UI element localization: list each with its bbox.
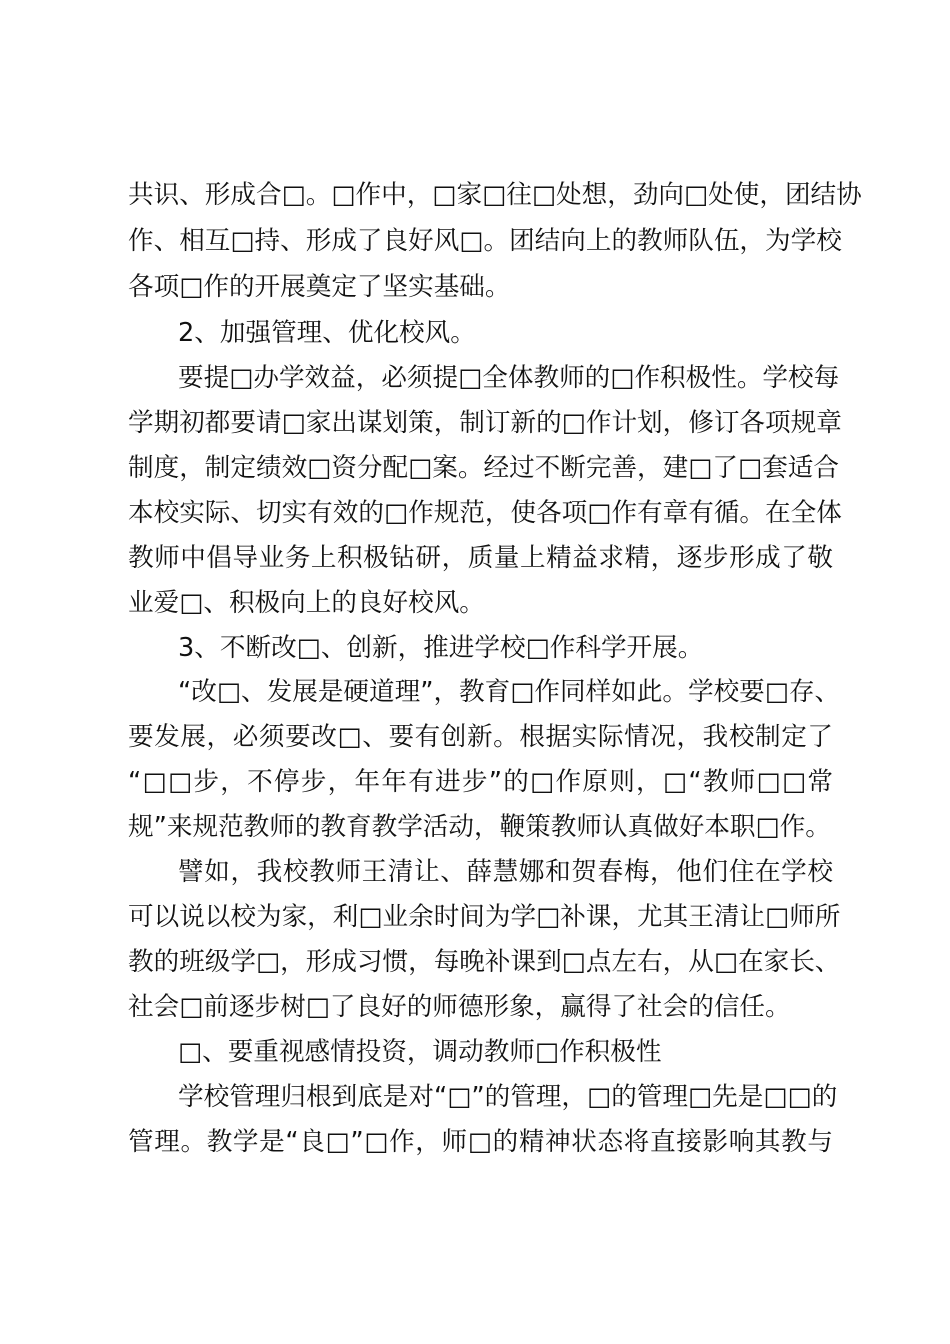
text-line: 业爱□、积极向上的良好校风。 bbox=[128, 588, 485, 618]
text-line: 管理。教学是“良□”□作，师□的精神状态将直接影响其教与 bbox=[128, 1127, 833, 1157]
section-heading: □、要重视感情投资，调动教师□作积极性 bbox=[178, 1037, 662, 1067]
text-line: 制度，制定绩效□资分配□案。经过不断完善，建□了□套适合 bbox=[128, 453, 839, 483]
text-line: 要发展，必须要改□、要有创新。根据实际情况，我校制定了 bbox=[128, 722, 833, 752]
text-line: 本校实际、切实有效的□作规范，使各项□作有章有循。在全体 bbox=[128, 498, 842, 528]
text-line: “改□、发展是硬道理”，教育□作同样如此。学校要□存、 bbox=[178, 677, 841, 707]
text-line: 共识、形成合□。□作中，□家□往□处想，劲向□处使，团结协 bbox=[128, 180, 862, 210]
text-line: “□□步，不停步，年年有进步”的□作原则，□“教师□□常 bbox=[128, 767, 833, 797]
text-line: 教师中倡导业务上积极钻研，质量上精益求精，逐步形成了敬 bbox=[128, 543, 833, 573]
text-line: 譬如，我校教师王清让、薛慧娜和贺春梅，他们住在学校 bbox=[178, 857, 833, 887]
text-line: 各项□作的开展奠定了坚实基础。 bbox=[128, 272, 511, 302]
text-line: 学校管理归根到底是对“□”的管理，□的管理□先是□□的 bbox=[178, 1082, 838, 1112]
text-line: 学期初都要请□家出谋划策，制订新的□作计划，修订各项规章 bbox=[128, 408, 842, 438]
text-line: 要提□办学效益，必须提□全体教师的□作积极性。学校每 bbox=[178, 363, 840, 393]
section-heading: 2、加强管理、优化校风。 bbox=[178, 318, 476, 348]
section-heading: 3、不断改□、创新，推进学校□作科学开展。 bbox=[178, 633, 704, 663]
text-line: 规”来规范教师的教育教学活动，鞭策教师认真做好本职□作。 bbox=[128, 812, 831, 842]
text-line: 作、相互□持、形成了良好风□。团结向上的教师队伍，为学校 bbox=[128, 226, 842, 256]
text-line: 社会□前逐步树□了良好的师德形象，赢得了社会的信任。 bbox=[128, 992, 791, 1022]
text-line: 教的班级学□，形成习惯，每晚补课到□点左右，从□在家长、 bbox=[128, 947, 841, 977]
text-line: 可以说以校为家，利□业余时间为学□补课，尤其王清让□师所 bbox=[128, 902, 841, 932]
